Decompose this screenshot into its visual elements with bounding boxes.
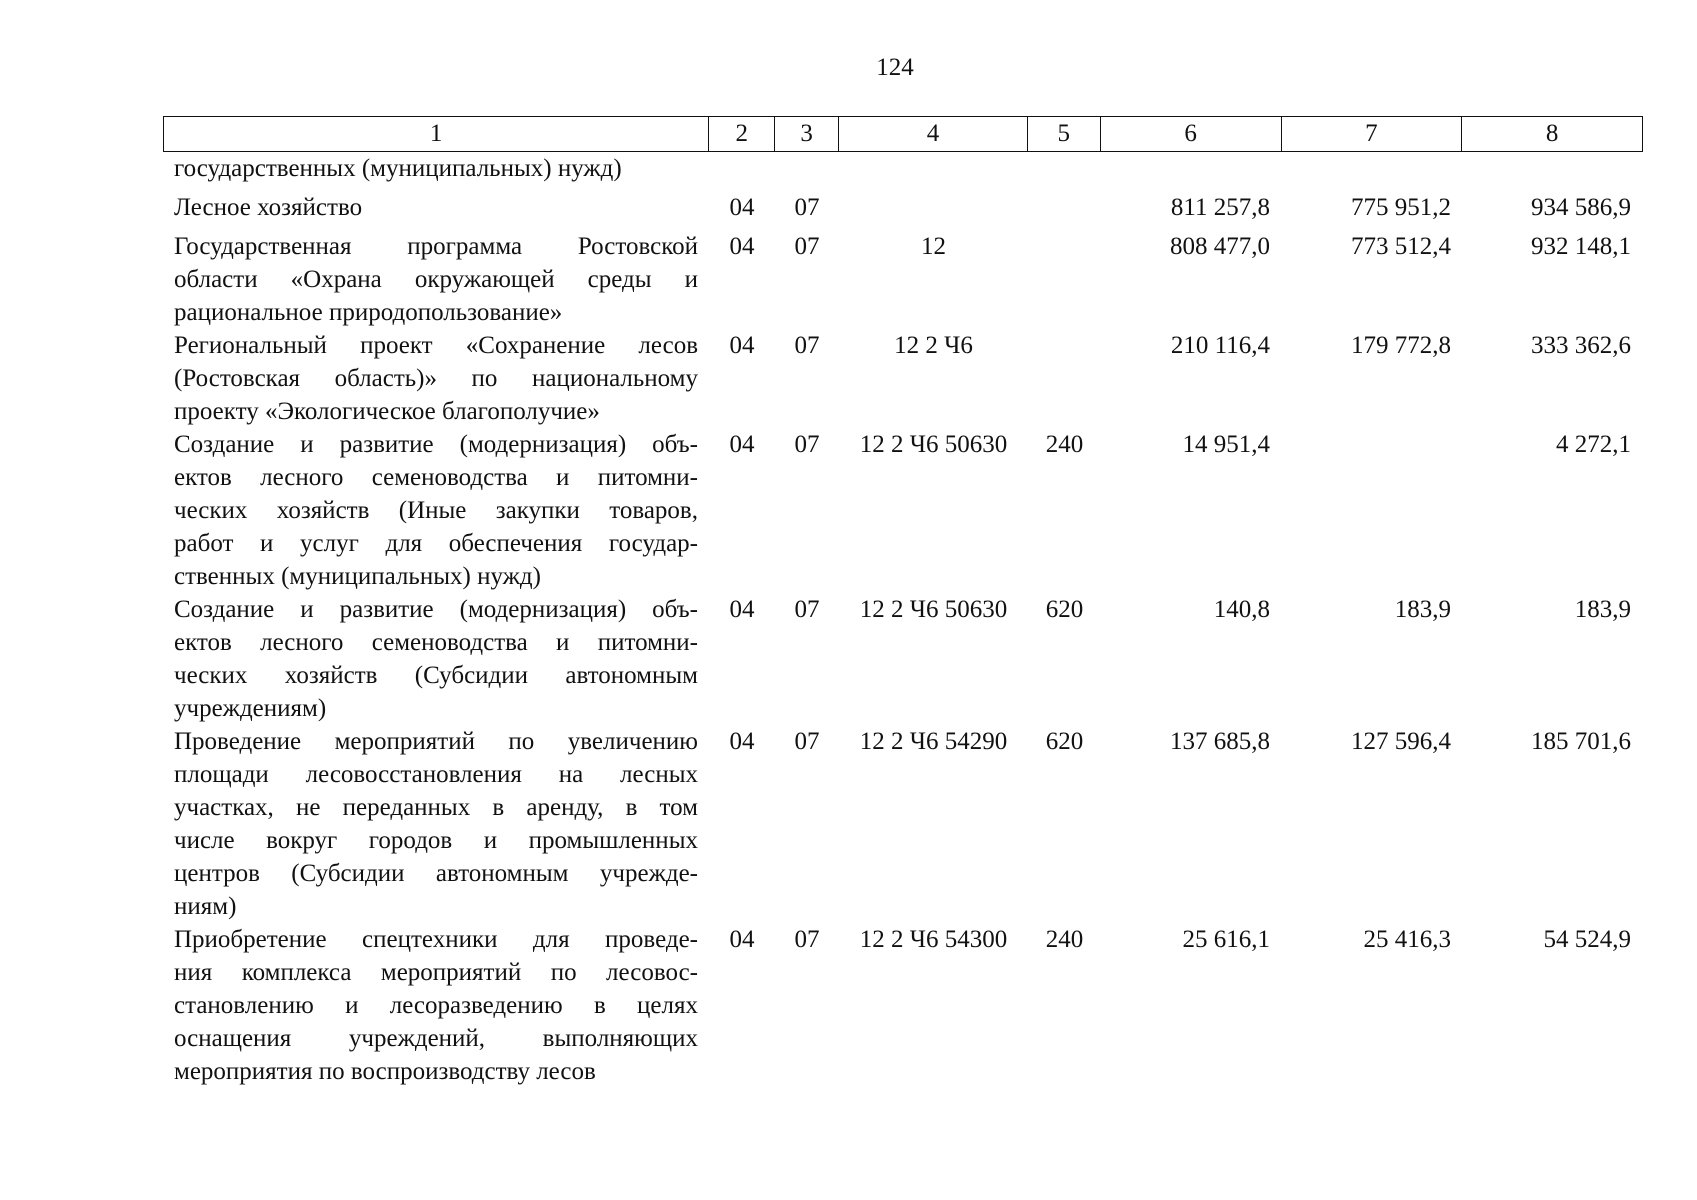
row-value-col6-cell: 14 951,4 — [1182, 431, 1270, 458]
row-value-col6-cell: 210 116,4 — [1170, 332, 1270, 359]
row-name-cell — [163, 593, 709, 725]
row-section-cell: 04 — [729, 194, 755, 221]
row-subsection-cell: 07 — [794, 926, 820, 953]
table-row — [163, 191, 1643, 224]
row-name-line: оснащения учреждений, выполняющих — [174, 1025, 698, 1052]
row-name-line: участках, не переданных в аренду, в том — [174, 794, 698, 821]
table-row — [163, 329, 1643, 428]
row-value-col7-cell — [1282, 152, 1463, 186]
row-value-col7-cell: 183,9 — [1394, 596, 1451, 623]
row-value-col7-cell — [1282, 428, 1463, 593]
table-row — [163, 152, 1643, 186]
table-header-row — [163, 116, 1643, 152]
row-subsection-cell: 07 — [794, 596, 820, 623]
table-body — [163, 152, 1643, 1088]
row-name-line: области «Охрана окружающей среды и — [174, 266, 698, 293]
header-cell-5: 5 — [1028, 117, 1101, 151]
row-value-col8-cell: 54 524,9 — [1543, 926, 1631, 953]
row-subsection-cell: 07 — [794, 728, 820, 755]
row-name-cell — [163, 152, 709, 186]
row-target-article-cell: 12 2 Ч6 54290 — [859, 728, 1008, 755]
row-value-col6-cell: 25 616,1 — [1182, 926, 1270, 953]
row-name-line: государственных (муниципальных) нужд) — [174, 155, 622, 182]
header-cell-6: 6 — [1101, 117, 1282, 151]
row-expense-type-cell — [1028, 329, 1101, 428]
row-value-col8-cell: 333 362,6 — [1531, 332, 1631, 359]
row-name-cell — [163, 428, 709, 593]
row-name-line: мероприятия по воспроизводству лесов — [174, 1058, 596, 1085]
row-name-line: проекту «Экологическое благополучие» — [174, 398, 600, 425]
row-name-line: становлению и лесоразведению в целях — [174, 992, 698, 1019]
row-name-cell — [163, 923, 709, 1088]
row-value-col8-cell: 185 701,6 — [1531, 728, 1631, 755]
row-expense-type-cell: 620 — [1045, 728, 1084, 755]
row-name-line: ния комплекса мероприятий по лесовос- — [174, 959, 698, 986]
row-name-line: рациональное природопользование» — [174, 299, 563, 326]
row-subsection-cell: 07 — [794, 431, 820, 458]
row-section-cell: 04 — [729, 233, 755, 260]
row-target-article-cell — [839, 152, 1028, 186]
row-section-cell: 04 — [729, 728, 755, 755]
header-cell-1: 1 — [164, 117, 709, 151]
row-name-line: ниям) — [174, 893, 237, 920]
row-name-line: учреждениям) — [174, 695, 327, 722]
row-subsection-cell: 07 — [794, 233, 820, 260]
row-target-article-cell: 12 2 Ч6 50630 — [859, 431, 1008, 458]
row-value-col6-cell: 140,8 — [1213, 596, 1270, 623]
header-cell-8: 8 — [1545, 120, 1559, 147]
header-cell-4: 4 — [839, 117, 1028, 151]
row-section-cell: 04 — [729, 596, 755, 623]
table-row — [163, 593, 1643, 725]
header-cell-2: 2 — [709, 117, 775, 151]
row-target-article-cell — [839, 191, 1028, 224]
row-value-col6-cell: 137 685,8 — [1170, 728, 1270, 755]
table-row — [163, 428, 1643, 593]
row-expense-type-cell: 240 — [1045, 431, 1084, 458]
row-name-cell — [163, 191, 709, 224]
row-name-line: работ и услуг для обеспечения государ- — [174, 530, 698, 557]
table-row — [163, 230, 1643, 329]
row-name-line: ектов лесного семеноводства и питомни- — [174, 629, 698, 656]
row-name-line: ческих хозяйств (Субсидии автономным — [174, 662, 698, 689]
header-cell-7: 7 — [1282, 117, 1463, 151]
row-name-cell — [163, 329, 709, 428]
table-row — [163, 923, 1643, 1088]
row-name-line: (Ростовская область)» по национальному — [174, 365, 698, 392]
row-subsection-cell: 07 — [794, 194, 820, 221]
row-name-line: Создание и развитие (модернизация) объ- — [174, 596, 698, 623]
row-value-col7-cell: 775 951,2 — [1351, 194, 1451, 221]
row-name-line: ектов лесного семеноводства и питомни- — [174, 464, 698, 491]
row-value-col8-cell: 4 272,1 — [1556, 431, 1631, 458]
row-name-cell — [163, 230, 709, 329]
row-subsection-cell — [775, 152, 839, 186]
row-target-article-cell: 12 — [921, 233, 946, 260]
row-value-col6-cell: 808 477,0 — [1170, 233, 1270, 260]
row-expense-type-cell — [1028, 152, 1101, 186]
row-name-line: площади лесовосстановления на лесных — [174, 761, 698, 788]
row-value-col7-cell: 773 512,4 — [1351, 233, 1451, 260]
row-subsection-cell: 07 — [794, 332, 820, 359]
row-value-col7-cell: 127 596,4 — [1351, 728, 1451, 755]
row-name-line: Создание и развитие (модернизация) объ- — [174, 431, 698, 458]
row-section-cell: 04 — [729, 926, 755, 953]
row-expense-type-cell — [1028, 191, 1101, 224]
row-name-line: Государственная программа Ростовской — [174, 233, 698, 260]
row-section-cell: 04 — [729, 332, 755, 359]
row-name-line: ственных (муниципальных) нужд) — [174, 563, 541, 590]
row-expense-type-cell — [1028, 230, 1101, 329]
row-value-col6-cell — [1101, 152, 1282, 186]
row-name-line: центров (Субсидии автономным учрежде- — [174, 860, 698, 887]
row-name-line: Проведение мероприятий по увеличению — [174, 728, 698, 755]
page-number: 124 — [876, 54, 914, 81]
row-section-cell — [709, 152, 775, 186]
row-name-line: числе вокруг городов и промышленных — [174, 827, 698, 854]
row-expense-type-cell: 620 — [1045, 596, 1084, 623]
row-value-col6-cell: 811 257,8 — [1170, 194, 1270, 221]
row-name-line: ческих хозяйств (Иные закупки товаров, — [174, 497, 698, 524]
row-value-col8-cell: 932 148,1 — [1531, 233, 1631, 260]
row-value-col8-cell: 934 586,9 — [1531, 194, 1631, 221]
row-target-article-cell: 12 2 Ч6 50630 — [859, 596, 1008, 623]
row-name-line: Приобретение спецтехники для проведе- — [174, 926, 698, 953]
table-row — [163, 725, 1643, 923]
row-target-article-cell: 12 2 Ч6 54300 — [859, 926, 1008, 953]
row-name-cell — [163, 725, 709, 923]
row-value-col8-cell: 183,9 — [1574, 596, 1631, 623]
row-section-cell: 04 — [729, 431, 755, 458]
row-expense-type-cell: 240 — [1045, 926, 1084, 953]
row-value-col7-cell: 25 416,3 — [1363, 926, 1451, 953]
row-name-line: Региональный проект «Сохранение лесов — [174, 332, 698, 359]
row-target-article-cell: 12 2 Ч6 — [894, 332, 973, 359]
row-value-col8-cell — [1463, 152, 1643, 186]
row-value-col7-cell: 179 772,8 — [1351, 332, 1451, 359]
header-cell-3: 3 — [775, 117, 839, 151]
row-name-line: Лесное хозяйство — [174, 194, 363, 221]
